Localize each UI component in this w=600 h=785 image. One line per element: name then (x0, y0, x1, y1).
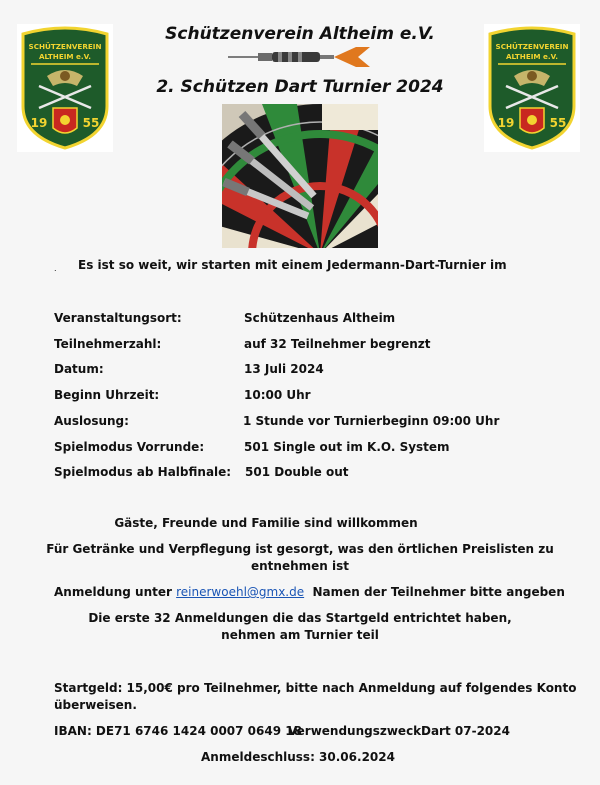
detail-value: 1 Stunde vor Turnierbeginn 09:00 Uhr (243, 414, 500, 428)
svg-text:55: 55 (82, 116, 100, 130)
intro-bullet: . (54, 264, 57, 273)
detail-label: Auslosung: (54, 414, 129, 428)
entry-fee-info (54, 680, 576, 714)
detail-label: Datum: (54, 362, 104, 376)
club-title: Schützenverein Altheim e.V. (165, 24, 435, 44)
entry-fee-line-2: überweisen. (54, 698, 137, 712)
catering-line-1: Für Getränke und Verpflegung ist gesorgt, was den örtlichen Preislisten zu (46, 542, 554, 556)
registration-suffix: Namen der Teilnehmer bitte angeben (312, 585, 565, 599)
intro-text: Es ist so weit, wir starten mit einem Jedermann-Dart-Turnier im (78, 258, 507, 272)
catering-line-2: entnehmen ist (251, 559, 349, 573)
svg-text:SCHÜTZENVEREIN: SCHÜTZENVEREIN (495, 42, 569, 51)
svg-text:19: 19 (30, 116, 48, 130)
purpose-label: Verwendungszweck: (288, 724, 426, 738)
svg-text:ALTHEIM e.V.: ALTHEIM e.V. (38, 52, 92, 61)
iban-line (54, 723, 302, 740)
detail-value: 501 Double out (245, 465, 349, 479)
svg-text:SCHÜTZENVEREIN: SCHÜTZENVEREIN (28, 42, 102, 51)
catering-info (0, 541, 600, 575)
detail-value: 13 Juli 2024 (244, 362, 324, 376)
detail-label: Spielmodus Vorrunde: (54, 440, 205, 454)
detail-label: Teilnehmerzahl: (54, 337, 162, 351)
first-32-line-2: nehmen am Turnier teil (221, 628, 379, 642)
detail-value: Schützenhaus Altheim (244, 311, 396, 325)
detail-label: Veranstaltungsort: (54, 311, 182, 325)
iban: IBAN: DE71 6746 1424 0007 0649 18 (54, 724, 302, 738)
svg-text:55: 55 (549, 116, 567, 130)
dart-icon (228, 46, 370, 68)
registration-prefix: Anmeldung unter (54, 585, 172, 599)
detail-label: Spielmodus ab Halbfinale: (54, 465, 232, 479)
svg-text:ALTHEIM e.V.: ALTHEIM e.V. (505, 52, 559, 61)
detail-value: 501 Single out im K.O. System (244, 440, 450, 454)
first-32-line-1: Die erste 32 Anmeldungen die das Startgeld entrichtet haben, (88, 611, 512, 625)
dartboard-photo (222, 104, 378, 248)
detail-value: 10:00 Uhr (244, 388, 311, 402)
registration-email-link[interactable]: reinerwoehl@gmx.de (176, 585, 305, 599)
registration-info (54, 584, 565, 601)
registration-deadline: Anmeldeschluss: 30.06.2024 (201, 750, 395, 764)
detail-value: auf 32 Teilnehmer begrenzt (244, 337, 431, 351)
detail-label: Beginn Uhrzeit: (54, 388, 160, 402)
entry-fee-line-1: Startgeld: 15,00€ pro Teilnehmer, bitte nach Anmeldung auf folgendes Konto (54, 681, 577, 695)
first-32-info (0, 610, 600, 644)
purpose-value: Dart 07-2024 (421, 724, 510, 738)
event-title: 2. Schützen Dart Turnier 2024 (156, 77, 444, 97)
guests-welcome: Gäste, Freunde und Familie sind willkommen (114, 516, 418, 530)
svg-text:19: 19 (497, 116, 515, 130)
